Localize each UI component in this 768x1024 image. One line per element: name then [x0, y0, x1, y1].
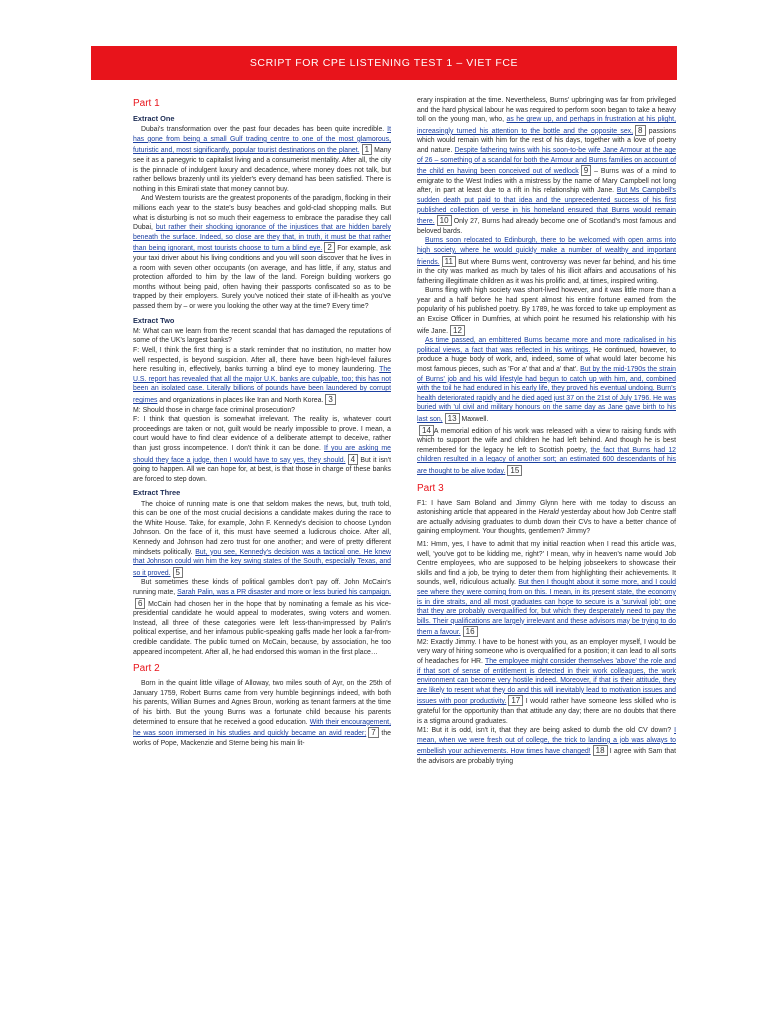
part-2-heading: Part 2	[133, 663, 160, 675]
paragraph: As time passed, an embittered Burns became more and more radicalised in his political views, a fact that was reflected in his writings. He continued, however, to produce a huge body of work, and, indeed, some of what would later become his most famous pieces, such as 'For a' that and a' that'. But by the mid-1790s the strain of Burns' job and his wild lifestyle had begun to catch up with him, and, combined with the toil he had endured in his early life, they proved his eventual undoing. Burn's health deteriorated rapidly and he died aged just 37 on the 21st of July 1796. He was buried with 'ul civil and military honours on the same day as Jane gave birth to his last son, 13 Maxwell.	[417, 337, 676, 423]
speaker-line: M1: Hmm, yes, I have to admit that my initial reaction when I read this article was, well, 'you've got to be kidding me, right?' I mean, why in heaven's name would Job Centre employees, who are supposed to be helping jobseekers to showcase their skills and find a job, be trying to deter them from highlighting their achievements. It sounds, well, ridiculous actually. But then I thought about it some more, and I could see where they were coming from on this. I mean, in its present state, the economy is in dire straits, and all most graduates can hope to secure is a 'survival job'; one that they are probably overqualified for, but which they desperately need to pay the bills. Their qualifications are largely irrelevant and these advisors may be trying to do them a favour. 16	[417, 540, 677, 637]
question-number: 6	[135, 598, 145, 609]
underlined-answer: as he grew up, and perhaps in frustration at his plight, increasingly turned his attention to the bottle and the opposite sex,	[417, 116, 676, 135]
speaker-line: F1: I have Sam Boland and Jimmy Glynn here with me today to discuss an astonishing article that appeared in the Herald yesterday about how Job Centre staff are actually advising graduates to dumb down their CVs to have a better chance of gaining employment. Your thoughts, gentlemen? Jimmy?	[417, 499, 676, 536]
question-number: 11	[442, 256, 456, 267]
paragraph: Burns soon relocated to Edinburgh, there to be welcomed with open arms into high society, where he would quickly make a number of wealthy and important friends. 11 But where Burns went, controversy was never far behind, and his time in the city was marked as much by tales of his illicit affairs and accusations of his fathering illegitimate children as it was his prolific and, at times, inspired writing.	[417, 237, 676, 285]
question-number: 14	[419, 425, 434, 436]
question-number: 7	[368, 727, 378, 738]
paragraph: 14 A memorial edition of his work was released with a view to raising funds with which to support the wife and children he had left behind. And though he is best remembered for the legacy he left to Scottish poetry, the fact that Burns had 12 children resulted in a legacy of another sort; an estimated 600 descendants of his are thought to be alive today. 15	[417, 425, 677, 475]
paragraph: Born in the quaint little village of Alloway, two miles south of Ayr, on the 25th of January 1759, Robert Burns came from very humble beginnings indeed, with both his parents, Willian Burnes and Agnes Broun, working as tenant farmers at the time of his birth. But the young Burns was a fortunate child because his parents determined to ensure that he received a good education. With their encouragement, he was soon immersed in his studies and quickly became an avid reader; 7 the works of Pope, Mackenzie and Sterne being his main lit-	[133, 680, 392, 747]
underlined-answer: but rather their shocking ignorance of the injustices that are hidden barely beneath the surface. Indeed, so close are they that, in truth, it must be that rather than being ignorant, most tourists choose to turn a blind eye.	[133, 224, 391, 253]
underlined-answer: Burns soon relocated to Edinburgh, there to be welcomed with open arms into high society, where he would quickly make a number of wealthy and important friends.	[417, 237, 676, 266]
underlined-answer: It has gone from being a small Gulf trading centre to one of the most glamorous, futuristic and, most significantly, popular tourist destinations on the planet.	[133, 126, 391, 155]
underlined-answer: As time passed, an embittered Burns became more and more radicalised in his political views, a fact that was reflected in his writings.	[417, 337, 676, 354]
question-number: 8	[635, 125, 645, 136]
question-number: 12	[450, 325, 465, 336]
question-number: 13	[445, 413, 460, 424]
question-number: 17	[508, 695, 523, 706]
paragraph: But sometimes these kinds of political gambles don't pay off. John McCain's running mate, Sarah Palin, was a PR disaster and more or less buried his campaign.6 McCain had chosen her in the hope that by nominating a female as his vice-presidential candidate he would appeal to moderates, swing voters and women. Instead, all three of these categories were left less-than-impressed by Palin's political expertise, and her infamous public-speaking gaffs made her look a far-from-credible candidate. The public turned on McCain, because, by association, he too appeared incompetent. After all, he had endorsed this woman in the first place…	[133, 579, 391, 656]
speaker-line: M1: But it is odd, isn't it, that they are being asked to dumb the old CV down? I mean, when we were fresh out of college, the trick to landing a job was always to embellish your achievements. How times have changed! 18 I agree with Sam that the advisors are probably trying	[417, 727, 676, 765]
question-number: 3	[325, 394, 335, 405]
question-number: 5	[173, 567, 183, 578]
right-column	[417, 96, 676, 767]
underlined-answer: But then I thought about it some more, and I could see where they were coming from on this. I mean, in its present state, the economy is in dire straits, and all most graduates can hope to secure is a 'survival job'; one that they are probably overqualified for, but which they desperately need to pay the bills. Their qualifications are largely irrelevant and these advisors may be trying to do them a favour.	[417, 579, 677, 637]
question-number: 10	[437, 215, 452, 226]
question-number: 4	[348, 454, 358, 465]
underlined-answer: The U.S. report has revealed that all the major U.K. banks are culpable, too; this has not been an isolated case. Literally billions of pounds have been laundered by corrupt regimes	[133, 366, 391, 404]
underlined-answer: Sarah Palin, was a PR disaster and more or less buried his campaign.	[177, 588, 391, 596]
question-number: 16	[463, 626, 478, 637]
underlined-answer: But by the mid-1790s the strain of Burns' job and his wild lifestyle had begun to catch up with him, and, combined with the toil he had endured in his early life, they proved his eventual undoing. Burn's health deteriorated rapidly and he died aged just 37 on the 21st of July 1796. He was buried with 'ul civil and military honours on the same day as Jane gave birth to his last son,	[417, 366, 676, 423]
underlined-answer: But, you see, Kennedy's decision was a tactical one. He knew that Johnson could win him the key swing states of the South, especially Texas, and so it proved.	[133, 548, 391, 577]
extract-one-heading: Extract One	[133, 114, 175, 123]
speaker-line: M: What can we learn from the recent scandal that has damaged the reputations of some of the UK's largest banks?	[133, 327, 391, 345]
question-number: 15	[507, 465, 522, 476]
underlined-answer: If you are asking me should they face a judge, then I would have to say yes, they should.	[133, 444, 391, 464]
underlined-answer: Despite fathering twins with his soon-to-be wife Jane Armour at the age of 26 – something of a scandal for both the Armour and Burns families on account of the child en having been conceived out of wedlock	[417, 146, 677, 176]
title-banner: SCRIPT FOR CPE LISTENING TEST 1 – VIET FCE	[91, 46, 677, 80]
underlined-answer: The employee might consider themselves 'above' the role and if that sort of sense of entitlement is detected in their work colleagues, the work environment can become very hostile indeed. Moreover, if that is their attitude, they are likely to resent what they do and this will inevitably lead to motivation issues and issues with poor productivity.	[417, 658, 676, 706]
paragraph: And Western tourists are the greatest proponents of the paradigm, flocking in their millions each year to the state's busy beaches and gold-clad shopping malls. But what is disturbing is not so much their eagerness to embrace the paradise they call Dubai, but rather their shocking ignorance of the injustices that are hidden barely beneath the surface. Indeed, so close are they that, in truth, it must be that rather than being ignorant, most tourists choose to turn a blind eye. 2 For example, ask your taxi driver about his living conditions and you will soon discover that he lives in a room with seven other occupants (on average, and has little, if any, status and protection afforded to him by the law of the land. Foreign building workers go months without being paid, often having their passports confiscated so as to be trapped by their employers. Surely you've noticed their state of ill-health as you've passed them by – or were you looking the other way at the time? Every time?	[133, 195, 391, 310]
question-number: 18	[593, 745, 608, 756]
speaker-line: M2: Exactly Jimmy. I have to be honest with you, as an employer myself, I would be very wary of hiring someone who is overqualified for a position; it can lead to all sorts of headaches for HR. The employee might consider themselves 'above' the role and if that sort of sense of entitlement is detected in their work colleagues, the work environment can become very hostile indeed. Moreover, if that is their attitude, they are likely to resent what they do and this will inevitably lead to motivation issues and issues with poor productivity. 17 I would rather have someone less skilled who is grateful for the opportunity than that attitude any day; there are no doubts that there is a stigma around graduates.	[417, 638, 676, 725]
part-1-heading: Part 1	[133, 98, 160, 109]
underlined-answer: I mean, when we were fresh out of college, the trick to landing a job was always to embellish your achievements. How times have changed!	[417, 727, 676, 756]
paragraph: Dubai's transformation over the past four decades has been quite incredible. It has gone from being a small Gulf trading centre to one of the most glamorous, futuristic and, most significantly, popular tourist destinations on the planet. 1 Many see it as a panegyric to capitalist living and a consumerist mentality. After all, the city is the pinnacle of indulgent luxury and decadence, where money does not talk, but rather bellows brazenly until its yielder's every demand has been satisfied. There is nothing in this Emirati state that money cannot buy.	[133, 126, 391, 193]
left-column	[133, 96, 391, 748]
extract-two-heading: Extract Two	[133, 315, 175, 325]
paragraph: erary inspiration at the time. Nevertheless, Burns' upbringing was far from privileged and the hard physical labour he was required to perform soon began to take a heavy toll on the young man, who, as he grew up, and perhaps in frustration at his plight, increasingly turned his attention to the bottle and the opposite sex, 8 passions which would remain with him for the rest of his days, together with a love of poetry and nature. Despite fathering twins with his soon-to-be wife Jane Armour at the age of 26 – something of a scandal for both the Armour and Burns families on account of the child en having been conceived out of wedlock 9 – Burns was of a mind to emigrate to the West Indies with a mistress by the name of Mary Campbell not long after, in part at least due to a rift in his relationship with Jane. But Ms Campbell's sudden death put paid to that idea and the unprecedented success of his first published collection of verse in his homeland ensured that Burns would remain there. 10 Only 27, Burns had already become one of Scotland's most famous and beloved bards.	[417, 97, 677, 235]
question-number: 1	[362, 144, 372, 155]
extract-three-heading: Extract Three	[133, 488, 181, 498]
underlined-answer: the fact that Burns had 12 children resulted in a legacy of another sort; an estimated 600 descendants of his are thought to be alive today.	[417, 446, 677, 475]
underlined-answer: With their encouragement, he was soon immersed in his studies and quickly became an avid reader;	[133, 718, 391, 738]
speaker-line: F: I think that question is somewhat irrelevant. The reality is, whatever court proceedings are taken or not, guilt would be nearly impossible to prove. I mean, a court would have to find clear evidence of a deliberate attempt to deceive, rather than just gross incompetence. I don't think it can be done. If you are asking me should they face a judge, then I would have to say yes, they should. 4 But it isn't going to happen. All we can hope for, at best, is that those in charge of these banks are forced to step down.	[133, 416, 391, 483]
question-number: 2	[324, 242, 334, 253]
question-number: 9	[581, 165, 591, 176]
paragraph: Burns fling with high society was short-lived however, and it was little more than a year and a half before he had spent almost his entire fortune earned from the popularity of his published poetry. By 1789, he was forced to take up employment as an Excise Officer in Dumfries, at which point he resumed his relationship with his wife Jane. 12	[417, 287, 676, 335]
underlined-answer: But Ms Campbell's sudden death put paid to that idea and the unprecedented success of his first published collection of verse in his homeland ensured that Burns would remain there.	[417, 187, 676, 226]
speaker-line: M: Should those in charge face criminal prosecution?	[133, 406, 296, 414]
speaker-line: F: Well, I think the first thing is a stark reminder that no institution, no matter how well respected, is beyond suspicion. After all, there have been high-level failures here resulting in, effectively, banks turning a blind eye to money laundering. The U.S. report has revealed that all the major U.K. banks are culpable, too; this has not been an isolated case. Literally billions of pounds have been laundered by corrupt regimes and organizations in places like Iran and North Korea. 3	[133, 347, 391, 404]
part-3-heading: Part 3	[417, 482, 444, 494]
paragraph: The choice of running mate is one that seldom makes the news, but, truth told, this can be one of the most crucial decisions a candidate makes during the race to the White House. Take, for example, John F. Kennedy's decision to choose Lyndon Johnson. On the face of it, this must have seemed a ludicrous choice. After all, Kennedy and Johnson had zero trust for one another; and were of pretty different mindsets politically. But, you see, Kennedy's decision was a tactical one. He knew that Johnson could win him the key swing states of the South, especially Texas, and so it proved. 5	[133, 500, 391, 577]
